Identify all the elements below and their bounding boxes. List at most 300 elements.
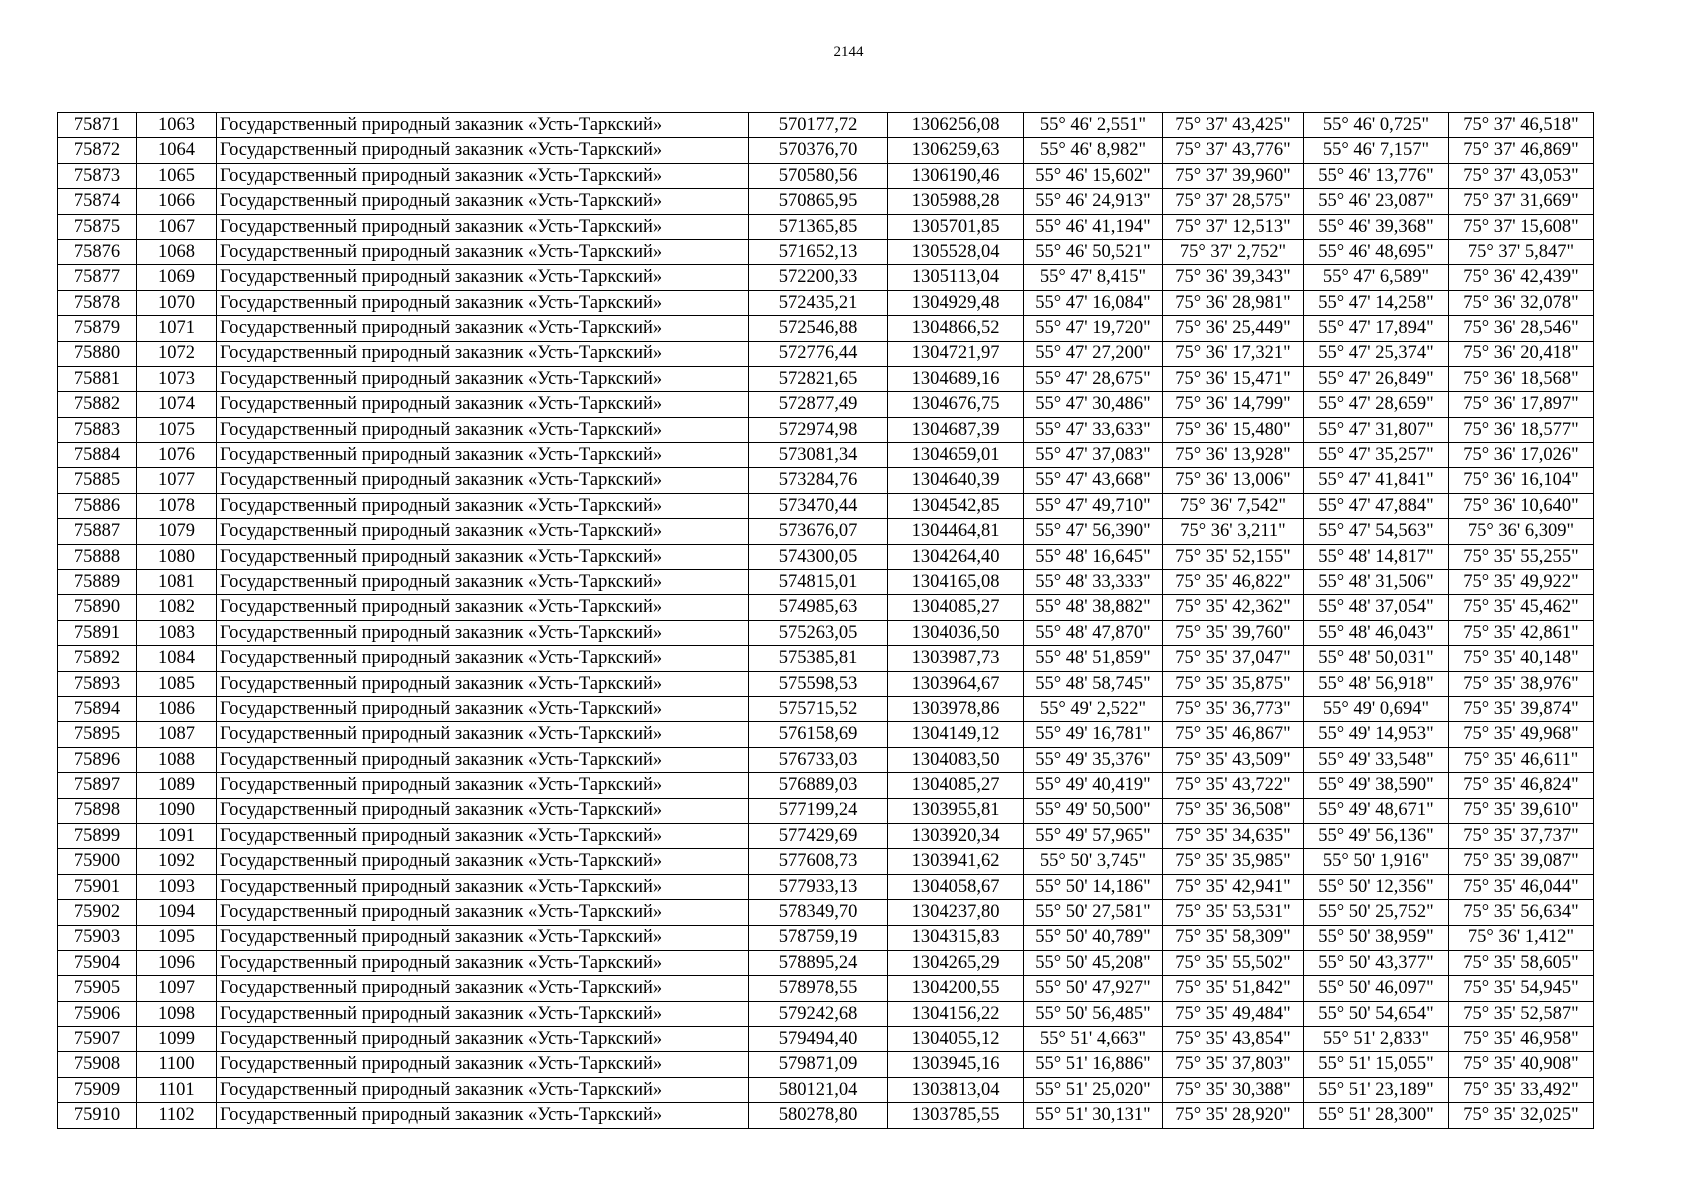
- latitude-msk-cell: 55° 51' 30,131": [1024, 1103, 1163, 1128]
- coord-y-cell: 1304687,39: [888, 417, 1024, 442]
- latitude-wgs-cell: 55° 48' 37,054": [1304, 595, 1449, 620]
- longitude-msk-cell: 75° 35' 35,985": [1163, 849, 1304, 874]
- latitude-wgs-cell: 55° 47' 6,589": [1304, 265, 1449, 290]
- table-row: [58, 773, 1594, 798]
- longitude-wgs-cell: 75° 35' 33,492": [1449, 1077, 1594, 1102]
- latitude-wgs-cell: 55° 49' 0,694": [1304, 696, 1449, 721]
- row-number-cell: 75895: [58, 722, 137, 747]
- longitude-msk-cell: 75° 37' 43,776": [1163, 138, 1304, 163]
- longitude-wgs-cell: 75° 35' 45,462": [1449, 595, 1594, 620]
- coord-y-cell: 1304085,27: [888, 595, 1024, 620]
- object-name-cell: Государственный природный заказник «Усть-Таркский»: [217, 798, 749, 823]
- table-row: [58, 798, 1594, 823]
- table-row: [58, 493, 1594, 518]
- latitude-msk-cell: 55° 46' 2,551": [1024, 113, 1163, 138]
- coord-x-cell: 571365,85: [749, 214, 888, 239]
- coord-y-cell: 1304659,01: [888, 443, 1024, 468]
- latitude-msk-cell: 55° 48' 38,882": [1024, 595, 1163, 620]
- coord-y-cell: 1306256,08: [888, 113, 1024, 138]
- coord-y-cell: 1304315,83: [888, 925, 1024, 950]
- object-name-cell: Государственный природный заказник «Усть-Таркский»: [217, 1103, 749, 1128]
- row-number-cell: 75879: [58, 316, 137, 341]
- table-row: [58, 392, 1594, 417]
- coord-y-cell: 1303978,86: [888, 696, 1024, 721]
- row-number-cell: 75875: [58, 214, 137, 239]
- point-number-cell: 1084: [137, 646, 217, 671]
- point-number-cell: 1090: [137, 798, 217, 823]
- longitude-wgs-cell: 75° 35' 38,976": [1449, 671, 1594, 696]
- object-name-cell: Государственный природный заказник «Усть-Таркский»: [217, 544, 749, 569]
- row-number-cell: 75872: [58, 138, 137, 163]
- longitude-wgs-cell: 75° 37' 46,869": [1449, 138, 1594, 163]
- latitude-msk-cell: 55° 48' 58,745": [1024, 671, 1163, 696]
- point-number-cell: 1098: [137, 1001, 217, 1026]
- table-row: [58, 1103, 1594, 1128]
- latitude-wgs-cell: 55° 47' 31,807": [1304, 417, 1449, 442]
- table-row: [58, 620, 1594, 645]
- object-name-cell: Государственный природный заказник «Усть-Таркский»: [217, 925, 749, 950]
- coord-x-cell: 575263,05: [749, 620, 888, 645]
- object-name-cell: Государственный природный заказник «Усть-Таркский»: [217, 671, 749, 696]
- point-number-cell: 1089: [137, 773, 217, 798]
- latitude-wgs-cell: 55° 50' 25,752": [1304, 900, 1449, 925]
- coord-y-cell: 1305528,04: [888, 239, 1024, 264]
- point-number-cell: 1094: [137, 900, 217, 925]
- coord-x-cell: 576889,03: [749, 773, 888, 798]
- table-row: [58, 290, 1594, 315]
- longitude-msk-cell: 75° 36' 17,321": [1163, 341, 1304, 366]
- longitude-msk-cell: 75° 35' 43,509": [1163, 747, 1304, 772]
- longitude-wgs-cell: 75° 35' 54,945": [1449, 976, 1594, 1001]
- table-row: [58, 239, 1594, 264]
- longitude-msk-cell: 75° 35' 36,773": [1163, 696, 1304, 721]
- object-name-cell: Государственный природный заказник «Усть-Таркский»: [217, 747, 749, 772]
- longitude-msk-cell: 75° 35' 34,635": [1163, 823, 1304, 848]
- object-name-cell: Государственный природный заказник «Усть-Таркский»: [217, 163, 749, 188]
- coord-y-cell: 1304055,12: [888, 1027, 1024, 1052]
- object-name-cell: Государственный природный заказник «Усть-Таркский»: [217, 214, 749, 239]
- point-number-cell: 1102: [137, 1103, 217, 1128]
- object-name-cell: Государственный природный заказник «Усть-Таркский»: [217, 976, 749, 1001]
- latitude-msk-cell: 55° 50' 40,789": [1024, 925, 1163, 950]
- longitude-wgs-cell: 75° 37' 15,608": [1449, 214, 1594, 239]
- longitude-msk-cell: 75° 35' 46,867": [1163, 722, 1304, 747]
- coord-y-cell: 1304237,80: [888, 900, 1024, 925]
- coord-y-cell: 1304264,40: [888, 544, 1024, 569]
- latitude-wgs-cell: 55° 49' 14,953": [1304, 722, 1449, 747]
- object-name-cell: Государственный природный заказник «Усть-Таркский»: [217, 265, 749, 290]
- coord-x-cell: 572200,33: [749, 265, 888, 290]
- longitude-wgs-cell: 75° 36' 18,568": [1449, 366, 1594, 391]
- row-number-cell: 75897: [58, 773, 137, 798]
- longitude-msk-cell: 75° 35' 36,508": [1163, 798, 1304, 823]
- latitude-msk-cell: 55° 50' 14,186": [1024, 874, 1163, 899]
- coord-y-cell: 1303987,73: [888, 646, 1024, 671]
- table-row: [58, 468, 1594, 493]
- longitude-msk-cell: 75° 36' 28,981": [1163, 290, 1304, 315]
- latitude-msk-cell: 55° 46' 15,602": [1024, 163, 1163, 188]
- latitude-wgs-cell: 55° 49' 48,671": [1304, 798, 1449, 823]
- longitude-wgs-cell: 75° 36' 18,577": [1449, 417, 1594, 442]
- latitude-wgs-cell: 55° 49' 56,136": [1304, 823, 1449, 848]
- coord-y-cell: 1304640,39: [888, 468, 1024, 493]
- object-name-cell: Государственный природный заказник «Усть-Таркский»: [217, 722, 749, 747]
- point-number-cell: 1099: [137, 1027, 217, 1052]
- table-row: [58, 113, 1594, 138]
- latitude-wgs-cell: 55° 46' 23,087": [1304, 189, 1449, 214]
- longitude-wgs-cell: 75° 36' 10,640": [1449, 493, 1594, 518]
- longitude-msk-cell: 75° 36' 13,928": [1163, 443, 1304, 468]
- table-row: [58, 316, 1594, 341]
- row-number-cell: 75886: [58, 493, 137, 518]
- coord-y-cell: 1304542,85: [888, 493, 1024, 518]
- coord-x-cell: 572974,98: [749, 417, 888, 442]
- point-number-cell: 1095: [137, 925, 217, 950]
- coord-x-cell: 574815,01: [749, 570, 888, 595]
- table-row: [58, 874, 1594, 899]
- longitude-msk-cell: 75° 37' 12,513": [1163, 214, 1304, 239]
- object-name-cell: Государственный природный заказник «Усть-Таркский»: [217, 417, 749, 442]
- row-number-cell: 75909: [58, 1077, 137, 1102]
- latitude-msk-cell: 55° 50' 56,485": [1024, 1001, 1163, 1026]
- object-name-cell: Государственный природный заказник «Усть-Таркский»: [217, 493, 749, 518]
- row-number-cell: 75902: [58, 900, 137, 925]
- longitude-wgs-cell: 75° 35' 49,968": [1449, 722, 1594, 747]
- coord-x-cell: 579242,68: [749, 1001, 888, 1026]
- longitude-msk-cell: 75° 36' 39,343": [1163, 265, 1304, 290]
- coord-x-cell: 577608,73: [749, 849, 888, 874]
- row-number-cell: 75907: [58, 1027, 137, 1052]
- coord-x-cell: 570177,72: [749, 113, 888, 138]
- longitude-msk-cell: 75° 36' 13,006": [1163, 468, 1304, 493]
- point-number-cell: 1075: [137, 417, 217, 442]
- latitude-msk-cell: 55° 50' 3,745": [1024, 849, 1163, 874]
- row-number-cell: 75884: [58, 443, 137, 468]
- coordinates-table: [57, 112, 1594, 1129]
- latitude-msk-cell: 55° 49' 57,965": [1024, 823, 1163, 848]
- longitude-wgs-cell: 75° 35' 39,610": [1449, 798, 1594, 823]
- longitude-wgs-cell: 75° 37' 46,518": [1449, 113, 1594, 138]
- longitude-wgs-cell: 75° 35' 32,025": [1449, 1103, 1594, 1128]
- object-name-cell: Государственный природный заказник «Усть-Таркский»: [217, 900, 749, 925]
- coord-y-cell: 1304036,50: [888, 620, 1024, 645]
- longitude-msk-cell: 75° 35' 39,760": [1163, 620, 1304, 645]
- latitude-msk-cell: 55° 47' 33,633": [1024, 417, 1163, 442]
- object-name-cell: Государственный природный заказник «Усть-Таркский»: [217, 1027, 749, 1052]
- table-row: [58, 417, 1594, 442]
- row-number-cell: 75873: [58, 163, 137, 188]
- coord-x-cell: 570865,95: [749, 189, 888, 214]
- row-number-cell: 75876: [58, 239, 137, 264]
- object-name-cell: Государственный природный заказник «Усть-Таркский»: [217, 443, 749, 468]
- latitude-msk-cell: 55° 46' 24,913": [1024, 189, 1163, 214]
- coord-x-cell: 573470,44: [749, 493, 888, 518]
- table-row: [58, 671, 1594, 696]
- row-number-cell: 75901: [58, 874, 137, 899]
- table-row: [58, 570, 1594, 595]
- object-name-cell: Государственный природный заказник «Усть-Таркский»: [217, 773, 749, 798]
- longitude-wgs-cell: 75° 36' 17,897": [1449, 392, 1594, 417]
- coord-y-cell: 1304689,16: [888, 366, 1024, 391]
- object-name-cell: Государственный природный заказник «Усть-Таркский»: [217, 519, 749, 544]
- table-row: [58, 443, 1594, 468]
- object-name-cell: Государственный природный заказник «Усть-Таркский»: [217, 696, 749, 721]
- latitude-msk-cell: 55° 47' 56,390": [1024, 519, 1163, 544]
- row-number-cell: 75883: [58, 417, 137, 442]
- coord-y-cell: 1303945,16: [888, 1052, 1024, 1077]
- coord-y-cell: 1304265,29: [888, 950, 1024, 975]
- table-row: [58, 214, 1594, 239]
- table-body: [58, 113, 1594, 1129]
- latitude-msk-cell: 55° 47' 37,083": [1024, 443, 1163, 468]
- coord-y-cell: 1305701,85: [888, 214, 1024, 239]
- latitude-wgs-cell: 55° 47' 35,257": [1304, 443, 1449, 468]
- coord-y-cell: 1303920,34: [888, 823, 1024, 848]
- point-number-cell: 1072: [137, 341, 217, 366]
- point-number-cell: 1096: [137, 950, 217, 975]
- row-number-cell: 75878: [58, 290, 137, 315]
- latitude-wgs-cell: 55° 47' 25,374": [1304, 341, 1449, 366]
- coord-x-cell: 571652,13: [749, 239, 888, 264]
- coord-y-cell: 1304721,97: [888, 341, 1024, 366]
- object-name-cell: Государственный природный заказник «Усть-Таркский»: [217, 189, 749, 214]
- latitude-msk-cell: 55° 46' 8,982": [1024, 138, 1163, 163]
- longitude-msk-cell: 75° 35' 28,920": [1163, 1103, 1304, 1128]
- object-name-cell: Государственный природный заказник «Усть-Таркский»: [217, 290, 749, 315]
- point-number-cell: 1085: [137, 671, 217, 696]
- longitude-msk-cell: 75° 35' 42,362": [1163, 595, 1304, 620]
- point-number-cell: 1101: [137, 1077, 217, 1102]
- table-row: [58, 595, 1594, 620]
- coord-x-cell: 574300,05: [749, 544, 888, 569]
- table-row: [58, 1027, 1594, 1052]
- latitude-wgs-cell: 55° 50' 1,916": [1304, 849, 1449, 874]
- point-number-cell: 1070: [137, 290, 217, 315]
- latitude-wgs-cell: 55° 50' 54,654": [1304, 1001, 1449, 1026]
- longitude-wgs-cell: 75° 35' 42,861": [1449, 620, 1594, 645]
- longitude-wgs-cell: 75° 35' 56,634": [1449, 900, 1594, 925]
- table-row: [58, 823, 1594, 848]
- coord-x-cell: 570580,56: [749, 163, 888, 188]
- longitude-msk-cell: 75° 35' 46,822": [1163, 570, 1304, 595]
- longitude-wgs-cell: 75° 35' 58,605": [1449, 950, 1594, 975]
- coord-y-cell: 1304083,50: [888, 747, 1024, 772]
- coord-x-cell: 572435,21: [749, 290, 888, 315]
- coord-x-cell: 578978,55: [749, 976, 888, 1001]
- table-row: [58, 163, 1594, 188]
- row-number-cell: 75889: [58, 570, 137, 595]
- row-number-cell: 75874: [58, 189, 137, 214]
- latitude-wgs-cell: 55° 48' 56,918": [1304, 671, 1449, 696]
- coord-x-cell: 578349,70: [749, 900, 888, 925]
- object-name-cell: Государственный природный заказник «Усть-Таркский»: [217, 595, 749, 620]
- longitude-wgs-cell: 75° 36' 42,439": [1449, 265, 1594, 290]
- coord-y-cell: 1304676,75: [888, 392, 1024, 417]
- longitude-wgs-cell: 75° 37' 43,053": [1449, 163, 1594, 188]
- point-number-cell: 1068: [137, 239, 217, 264]
- longitude-msk-cell: 75° 36' 7,542": [1163, 493, 1304, 518]
- latitude-msk-cell: 55° 50' 27,581": [1024, 900, 1163, 925]
- object-name-cell: Государственный природный заказник «Усть-Таркский»: [217, 366, 749, 391]
- latitude-msk-cell: 55° 49' 2,522": [1024, 696, 1163, 721]
- latitude-msk-cell: 55° 50' 45,208": [1024, 950, 1163, 975]
- coord-y-cell: 1304058,67: [888, 874, 1024, 899]
- longitude-msk-cell: 75° 35' 35,875": [1163, 671, 1304, 696]
- point-number-cell: 1088: [137, 747, 217, 772]
- latitude-msk-cell: 55° 48' 33,333": [1024, 570, 1163, 595]
- table-row: [58, 1077, 1594, 1102]
- coord-y-cell: 1303785,55: [888, 1103, 1024, 1128]
- page-number: 2144: [833, 44, 864, 60]
- object-name-cell: Государственный природный заказник «Усть-Таркский»: [217, 1077, 749, 1102]
- table-row: [58, 189, 1594, 214]
- object-name-cell: Государственный природный заказник «Усть-Таркский»: [217, 468, 749, 493]
- row-number-cell: 75910: [58, 1103, 137, 1128]
- table-row: [58, 747, 1594, 772]
- longitude-wgs-cell: 75° 35' 46,044": [1449, 874, 1594, 899]
- coord-x-cell: 573676,07: [749, 519, 888, 544]
- point-number-cell: 1069: [137, 265, 217, 290]
- longitude-msk-cell: 75° 37' 28,575": [1163, 189, 1304, 214]
- longitude-wgs-cell: 75° 36' 32,078": [1449, 290, 1594, 315]
- coord-x-cell: 576158,69: [749, 722, 888, 747]
- latitude-msk-cell: 55° 51' 16,886": [1024, 1052, 1163, 1077]
- latitude-wgs-cell: 55° 48' 31,506": [1304, 570, 1449, 595]
- longitude-msk-cell: 75° 37' 39,960": [1163, 163, 1304, 188]
- row-number-cell: 75904: [58, 950, 137, 975]
- object-name-cell: Государственный природный заказник «Усть-Таркский»: [217, 239, 749, 264]
- longitude-msk-cell: 75° 35' 51,842": [1163, 976, 1304, 1001]
- longitude-wgs-cell: 75° 35' 40,908": [1449, 1052, 1594, 1077]
- coord-x-cell: 580121,04: [749, 1077, 888, 1102]
- latitude-wgs-cell: 55° 47' 54,563": [1304, 519, 1449, 544]
- latitude-msk-cell: 55° 47' 8,415": [1024, 265, 1163, 290]
- latitude-wgs-cell: 55° 46' 48,695": [1304, 239, 1449, 264]
- row-number-cell: 75893: [58, 671, 137, 696]
- coord-x-cell: 573081,34: [749, 443, 888, 468]
- latitude-wgs-cell: 55° 50' 12,356": [1304, 874, 1449, 899]
- latitude-msk-cell: 55° 48' 16,645": [1024, 544, 1163, 569]
- row-number-cell: 75903: [58, 925, 137, 950]
- object-name-cell: Государственный природный заказник «Усть-Таркский»: [217, 849, 749, 874]
- coord-x-cell: 577199,24: [749, 798, 888, 823]
- row-number-cell: 75887: [58, 519, 137, 544]
- longitude-msk-cell: 75° 37' 2,752": [1163, 239, 1304, 264]
- longitude-wgs-cell: 75° 35' 49,922": [1449, 570, 1594, 595]
- longitude-msk-cell: 75° 35' 43,854": [1163, 1027, 1304, 1052]
- row-number-cell: 75892: [58, 646, 137, 671]
- object-name-cell: Государственный природный заказник «Усть-Таркский»: [217, 113, 749, 138]
- longitude-wgs-cell: 75° 37' 5,847": [1449, 239, 1594, 264]
- coord-y-cell: 1303955,81: [888, 798, 1024, 823]
- longitude-wgs-cell: 75° 35' 55,255": [1449, 544, 1594, 569]
- table-row: [58, 646, 1594, 671]
- point-number-cell: 1076: [137, 443, 217, 468]
- object-name-cell: Государственный природный заказник «Усть-Таркский»: [217, 1052, 749, 1077]
- point-number-cell: 1067: [137, 214, 217, 239]
- latitude-wgs-cell: 55° 48' 50,031": [1304, 646, 1449, 671]
- point-number-cell: 1083: [137, 620, 217, 645]
- coord-x-cell: 579871,09: [749, 1052, 888, 1077]
- table-row: [58, 696, 1594, 721]
- longitude-wgs-cell: 75° 37' 31,669": [1449, 189, 1594, 214]
- object-name-cell: Государственный природный заказник «Усть-Таркский»: [217, 392, 749, 417]
- point-number-cell: 1066: [137, 189, 217, 214]
- latitude-msk-cell: 55° 47' 19,720": [1024, 316, 1163, 341]
- coord-y-cell: 1304165,08: [888, 570, 1024, 595]
- longitude-msk-cell: 75° 35' 53,531": [1163, 900, 1304, 925]
- table-row: [58, 722, 1594, 747]
- table-row: [58, 950, 1594, 975]
- table-row: [58, 265, 1594, 290]
- row-number-cell: 75898: [58, 798, 137, 823]
- latitude-wgs-cell: 55° 47' 28,659": [1304, 392, 1449, 417]
- object-name-cell: Государственный природный заказник «Усть-Таркский»: [217, 950, 749, 975]
- coord-x-cell: 572546,88: [749, 316, 888, 341]
- latitude-wgs-cell: 55° 46' 7,157": [1304, 138, 1449, 163]
- coord-y-cell: 1303813,04: [888, 1077, 1024, 1102]
- point-number-cell: 1063: [137, 113, 217, 138]
- row-number-cell: 75905: [58, 976, 137, 1001]
- longitude-msk-cell: 75° 35' 43,722": [1163, 773, 1304, 798]
- table-row: [58, 1001, 1594, 1026]
- longitude-msk-cell: 75° 36' 15,480": [1163, 417, 1304, 442]
- table-row: [58, 341, 1594, 366]
- coord-y-cell: 1303964,67: [888, 671, 1024, 696]
- longitude-wgs-cell: 75° 35' 37,737": [1449, 823, 1594, 848]
- longitude-msk-cell: 75° 35' 58,309": [1163, 925, 1304, 950]
- latitude-wgs-cell: 55° 51' 28,300": [1304, 1103, 1449, 1128]
- coord-y-cell: 1303941,62: [888, 849, 1024, 874]
- coord-x-cell: 572821,65: [749, 366, 888, 391]
- coord-x-cell: 575715,52: [749, 696, 888, 721]
- coord-y-cell: 1304929,48: [888, 290, 1024, 315]
- row-number-cell: 75906: [58, 1001, 137, 1026]
- coord-x-cell: 577933,13: [749, 874, 888, 899]
- latitude-msk-cell: 55° 49' 40,419": [1024, 773, 1163, 798]
- longitude-msk-cell: 75° 35' 55,502": [1163, 950, 1304, 975]
- coord-x-cell: 575598,53: [749, 671, 888, 696]
- point-number-cell: 1082: [137, 595, 217, 620]
- coord-x-cell: 578895,24: [749, 950, 888, 975]
- row-number-cell: 75900: [58, 849, 137, 874]
- object-name-cell: Государственный природный заказник «Усть-Таркский»: [217, 570, 749, 595]
- longitude-wgs-cell: 75° 36' 20,418": [1449, 341, 1594, 366]
- coord-x-cell: 574985,63: [749, 595, 888, 620]
- object-name-cell: Государственный природный заказник «Усть-Таркский»: [217, 646, 749, 671]
- latitude-msk-cell: 55° 48' 51,859": [1024, 646, 1163, 671]
- latitude-msk-cell: 55° 47' 28,675": [1024, 366, 1163, 391]
- latitude-wgs-cell: 55° 51' 23,189": [1304, 1077, 1449, 1102]
- latitude-msk-cell: 55° 51' 25,020": [1024, 1077, 1163, 1102]
- row-number-cell: 75885: [58, 468, 137, 493]
- point-number-cell: 1078: [137, 493, 217, 518]
- point-number-cell: 1092: [137, 849, 217, 874]
- longitude-wgs-cell: 75° 35' 46,958": [1449, 1027, 1594, 1052]
- latitude-wgs-cell: 55° 49' 38,590": [1304, 773, 1449, 798]
- latitude-wgs-cell: 55° 47' 14,258": [1304, 290, 1449, 315]
- latitude-msk-cell: 55° 49' 35,376": [1024, 747, 1163, 772]
- coord-x-cell: 577429,69: [749, 823, 888, 848]
- latitude-wgs-cell: 55° 49' 33,548": [1304, 747, 1449, 772]
- row-number-cell: 75899: [58, 823, 137, 848]
- point-number-cell: 1073: [137, 366, 217, 391]
- longitude-msk-cell: 75° 35' 37,047": [1163, 646, 1304, 671]
- table-row: [58, 519, 1594, 544]
- point-number-cell: 1081: [137, 570, 217, 595]
- coord-y-cell: 1304156,22: [888, 1001, 1024, 1026]
- table-row: [58, 849, 1594, 874]
